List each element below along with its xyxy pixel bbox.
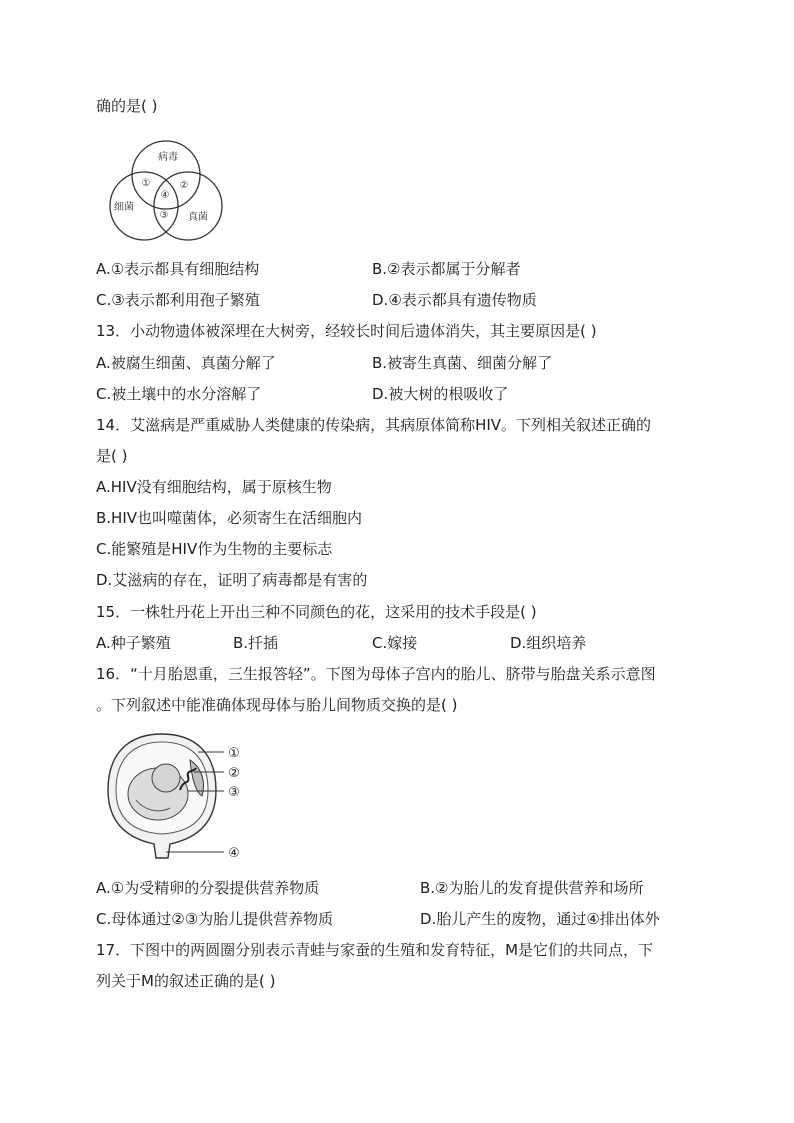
q16-option-a: A.①为受精卵的分裂提供营养物质	[96, 879, 320, 897]
q15-option-d: D.组织培养	[510, 634, 587, 652]
q14-stem-line1: 14．艾滋病是严重威胁人类健康的传染病，其病原体简称HIV。下列相关叙述正确的	[96, 416, 652, 434]
q13-option-c: C.被土壤中的水分溶解了	[96, 385, 262, 403]
q15-option-b: B.扦插	[233, 634, 279, 652]
uterus-diagram	[100, 730, 250, 864]
q12-option-a: A.①表示都具有细胞结构	[96, 260, 260, 278]
q15-option-a: A.种子繁殖	[96, 634, 171, 652]
q12-option-b: B.②表示都属于分解者	[372, 260, 521, 278]
q13-option-d: D.被大树的根吸收了	[372, 385, 509, 403]
diagram-label-3: ③	[228, 785, 240, 800]
q16-stem-line1: 16．“十月胎恩重，三生报答轻”。下图为母体子宫内的胎儿、脐带与胎盘关系示意图	[96, 665, 656, 683]
q15-stem: 15．一株牡丹花上开出三种不同颜色的花，这采用的技术手段是( )	[96, 603, 537, 621]
venn-label-bacteria: 细菌	[114, 202, 134, 213]
fetus-head	[152, 764, 180, 792]
q14-stem-line2: 是( )	[96, 447, 128, 465]
q16-option-c: C.母体通过②③为胎儿提供营养物质	[96, 910, 334, 928]
venn-region-4: ④	[160, 190, 170, 201]
q15-option-c: C.嫁接	[372, 634, 418, 652]
diagram-label-4: ④	[228, 846, 240, 861]
q17-stem-line2: 列关于M的叙述正确的是( )	[96, 972, 276, 990]
q14-option-d: D.艾滋病的存在，证明了病毒都是有害的	[96, 571, 368, 589]
venn-region-3: ③	[159, 210, 169, 221]
venn-region-1: ①	[141, 178, 151, 189]
q12-option-c: C.③表示都利用孢子繁殖	[96, 291, 260, 309]
q14-option-b: B.HIV也叫噬菌体，必须寄生在活细胞内	[96, 509, 363, 527]
venn-label-fungus: 真菌	[188, 212, 208, 223]
q17-stem-line1: 17．下图中的两圆圈分别表示青蛙与家蚕的生殖和发育特征，M是它们的共同点，下	[96, 941, 654, 959]
q12-option-d: D.④表示都具有遗传物质	[372, 291, 537, 309]
q16-option-b: B.②为胎儿的发育提供营养和场所	[420, 879, 644, 897]
venn-region-2: ②	[179, 180, 189, 191]
q13-stem: 13．小动物遗体被深埋在大树旁，经较长时间后遗体消失，其主要原因是( )	[96, 322, 597, 340]
venn-diagram	[104, 138, 228, 246]
q16-option-d: D.胎儿产生的废物，通过④排出体外	[420, 910, 660, 928]
q13-option-a: A.被腐生细菌、真菌分解了	[96, 354, 276, 372]
venn-label-virus: 病毒	[158, 152, 178, 163]
q16-stem-line2: 。下列叙述中能准确体现母体与胎儿间物质交换的是( )	[96, 696, 458, 714]
q14-option-c: C.能繁殖是HIV作为生物的主要标志	[96, 540, 333, 558]
q12-stem-tail: 确的是( )	[96, 97, 158, 115]
diagram-label-1: ①	[228, 746, 240, 761]
q13-option-b: B.被寄生真菌、细菌分解了	[372, 354, 553, 372]
q14-option-a: A.HIV没有细胞结构，属于原核生物	[96, 478, 332, 496]
diagram-label-2: ②	[228, 766, 240, 781]
